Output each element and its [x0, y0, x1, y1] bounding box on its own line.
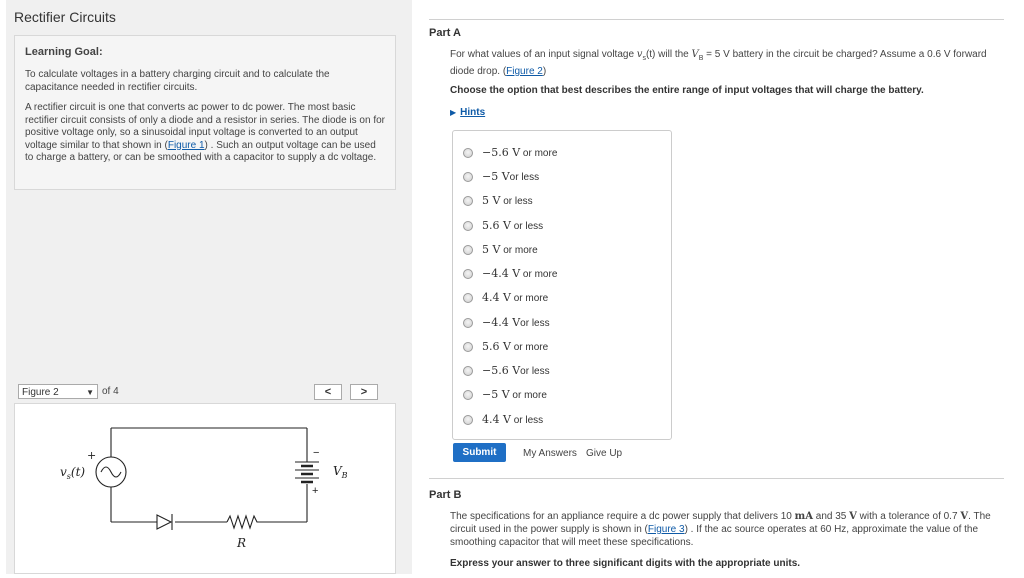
option-suffix: or less: [509, 172, 540, 183]
radio-button[interactable]: [463, 172, 473, 182]
part-a-label: Part A: [429, 27, 461, 39]
option-suffix: or less: [510, 221, 544, 232]
part-b-text-2: and 35: [812, 511, 850, 522]
option-label: [482, 364, 550, 377]
radio-button[interactable]: [463, 269, 473, 279]
learning-goal-paragraph: To calculate voltages in a battery charging circuit and to calculate the capacitance needed in rectifier circuits.: [25, 69, 330, 93]
option-label: [482, 291, 548, 304]
option-value: −4.4 V: [482, 316, 521, 329]
part-b-instruction: Express your answer to three significant digits with the appropriate units.: [450, 558, 801, 569]
part-b-text-1: The specifications for an appliance require a dc power supply that delivers 10: [450, 511, 795, 522]
question-text-2: (t) will the: [645, 49, 692, 60]
my-answers-link[interactable]: My Answers: [523, 448, 577, 459]
learning-goal-heading: Learning Goal:: [25, 46, 103, 58]
left-panel: [0, 0, 412, 574]
option-label: [482, 146, 557, 159]
figure-3-link[interactable]: Figure 3: [647, 524, 685, 535]
figure-panel: [14, 403, 396, 574]
option-value: 4.4 V: [482, 291, 511, 304]
rectifier-description: [25, 102, 385, 165]
battery-plus-sign: +: [312, 485, 319, 497]
option-label: [482, 316, 550, 329]
battery-icon: [295, 462, 319, 482]
page-title: Rectifier Circuits: [14, 9, 116, 25]
resistor-icon: [227, 516, 259, 528]
part-divider: [429, 478, 1004, 479]
question-var-sub: s: [642, 55, 646, 62]
option-value: 5.6 V: [482, 219, 511, 232]
radio-button[interactable]: [463, 415, 473, 425]
option-value: −5.6 V: [482, 146, 521, 159]
ac-source-icon: [96, 457, 126, 487]
part-b-text-3: with a tolerance of 0.7: [856, 511, 961, 522]
circuit-diagram: [15, 404, 395, 573]
option-value: −4.4 V: [482, 267, 521, 280]
option-label: [482, 388, 547, 401]
unit-v: V: [849, 511, 857, 522]
question-var-vb-sub: B: [698, 55, 704, 62]
radio-button[interactable]: [463, 293, 473, 303]
resistor-label: R: [237, 536, 247, 550]
dropdown-arrow-icon: ▼: [86, 388, 94, 397]
figure-count: of 4: [102, 386, 119, 397]
battery-label-sub: B: [341, 471, 348, 480]
option-suffix: or more: [510, 293, 549, 304]
question-text-1: For what values of an input signal voltage: [450, 49, 637, 60]
option-value: −5.6 V: [482, 364, 521, 377]
top-divider: [429, 19, 1004, 20]
unit-ma: mA: [794, 511, 813, 522]
option-value: 5.6 V: [482, 340, 511, 353]
source-label-v: v: [60, 465, 67, 479]
part-b-text-5: ) . If the ac source operates at 60 Hz, approximate the value of the smoothing capacitor that will meet these specifications.: [450, 524, 979, 548]
triangle-right-icon: ▶: [450, 108, 457, 117]
question-text-4: ): [542, 66, 547, 77]
option-value: −5 V: [482, 170, 510, 183]
radio-button[interactable]: [463, 318, 473, 328]
battery-minus-sign: −: [313, 447, 320, 459]
option-label: [482, 194, 533, 207]
source-label-sub: s: [66, 472, 71, 481]
figure-select-value: Figure 2: [22, 387, 59, 398]
rectifier-description-text: A rectifier circuit is one that converts ac power to dc power. The most basic rectifier circuit consists of only a diode and a resistor in series. The diode is on for positive voltage only, so a sinusoidal input voltage is converted to an output voltage similar to that shown in (: [25, 102, 385, 151]
radio-button[interactable]: [463, 366, 473, 376]
figure-navigation: [14, 383, 396, 403]
learning-goal-box: [14, 35, 396, 190]
question-var-v: v: [636, 49, 643, 60]
part-a-instruction: Choose the option that best describes the entire range of input voltages that will charge the battery.: [450, 85, 924, 96]
option-label: [482, 340, 548, 353]
unit-v-2: V: [960, 511, 969, 522]
part-b-label: Part B: [429, 489, 462, 501]
diode-icon: [157, 514, 172, 530]
radio-button[interactable]: [463, 342, 473, 352]
radio-button[interactable]: [463, 390, 473, 400]
option-value: 5 V: [482, 194, 501, 207]
option-suffix: or more: [500, 245, 538, 256]
battery-label-v: V: [333, 464, 342, 478]
part-b-text-4: . The circuit used in the power supply is shown in (: [450, 511, 991, 535]
option-label: [482, 219, 543, 232]
source-label: [60, 465, 85, 481]
option-suffix: or less: [500, 196, 533, 207]
submit-button[interactable]: Submit: [453, 443, 506, 462]
option-label: [482, 170, 539, 183]
part-a-question: [450, 48, 1010, 78]
option-suffix: or more: [520, 269, 558, 280]
radio-button[interactable]: [463, 221, 473, 231]
radio-button[interactable]: [463, 196, 473, 206]
option-value: −5 V: [482, 388, 510, 401]
battery-label: [333, 464, 348, 480]
right-panel: [412, 0, 1024, 574]
source-plus-sign: +: [87, 449, 97, 462]
option-suffix: or more: [510, 342, 549, 353]
source-label-arg: (t): [70, 465, 86, 479]
previous-figure-button[interactable]: <: [314, 384, 342, 400]
option-suffix: or less: [510, 415, 544, 426]
give-up-link[interactable]: Give Up: [586, 448, 623, 459]
question-text-3: = 5 V battery in the circuit be charged? Assume a 0.6 V forward diode drop. (: [450, 49, 987, 77]
question-var-vb: V: [691, 49, 699, 60]
option-suffix: or more: [509, 390, 547, 401]
option-suffix: or more: [520, 148, 558, 159]
option-label: [482, 267, 557, 280]
radio-button[interactable]: [463, 245, 473, 255]
option-suffix: or less: [520, 318, 550, 329]
part-b-question: [450, 510, 1010, 549]
answer-options: [452, 130, 672, 440]
option-suffix: or less: [520, 366, 550, 377]
figure-select[interactable]: [18, 384, 98, 399]
option-label: [482, 413, 543, 426]
rectifier-description-text-end: ) . Such an output voltage can be used to charge a battery, or can be smoothed with a capacitor to supply a dc voltage.: [25, 139, 377, 163]
option-label: [482, 243, 538, 256]
option-value: 5 V: [482, 243, 501, 256]
figure-2-link[interactable]: Figure 2: [506, 66, 543, 77]
radio-button[interactable]: [463, 148, 473, 158]
hints-toggle[interactable]: [450, 107, 485, 118]
next-figure-button[interactable]: >: [350, 384, 378, 400]
hints-label: Hints: [460, 107, 486, 118]
option-value: 4.4 V: [482, 413, 511, 426]
figure-1-link[interactable]: Figure 1: [167, 139, 205, 151]
